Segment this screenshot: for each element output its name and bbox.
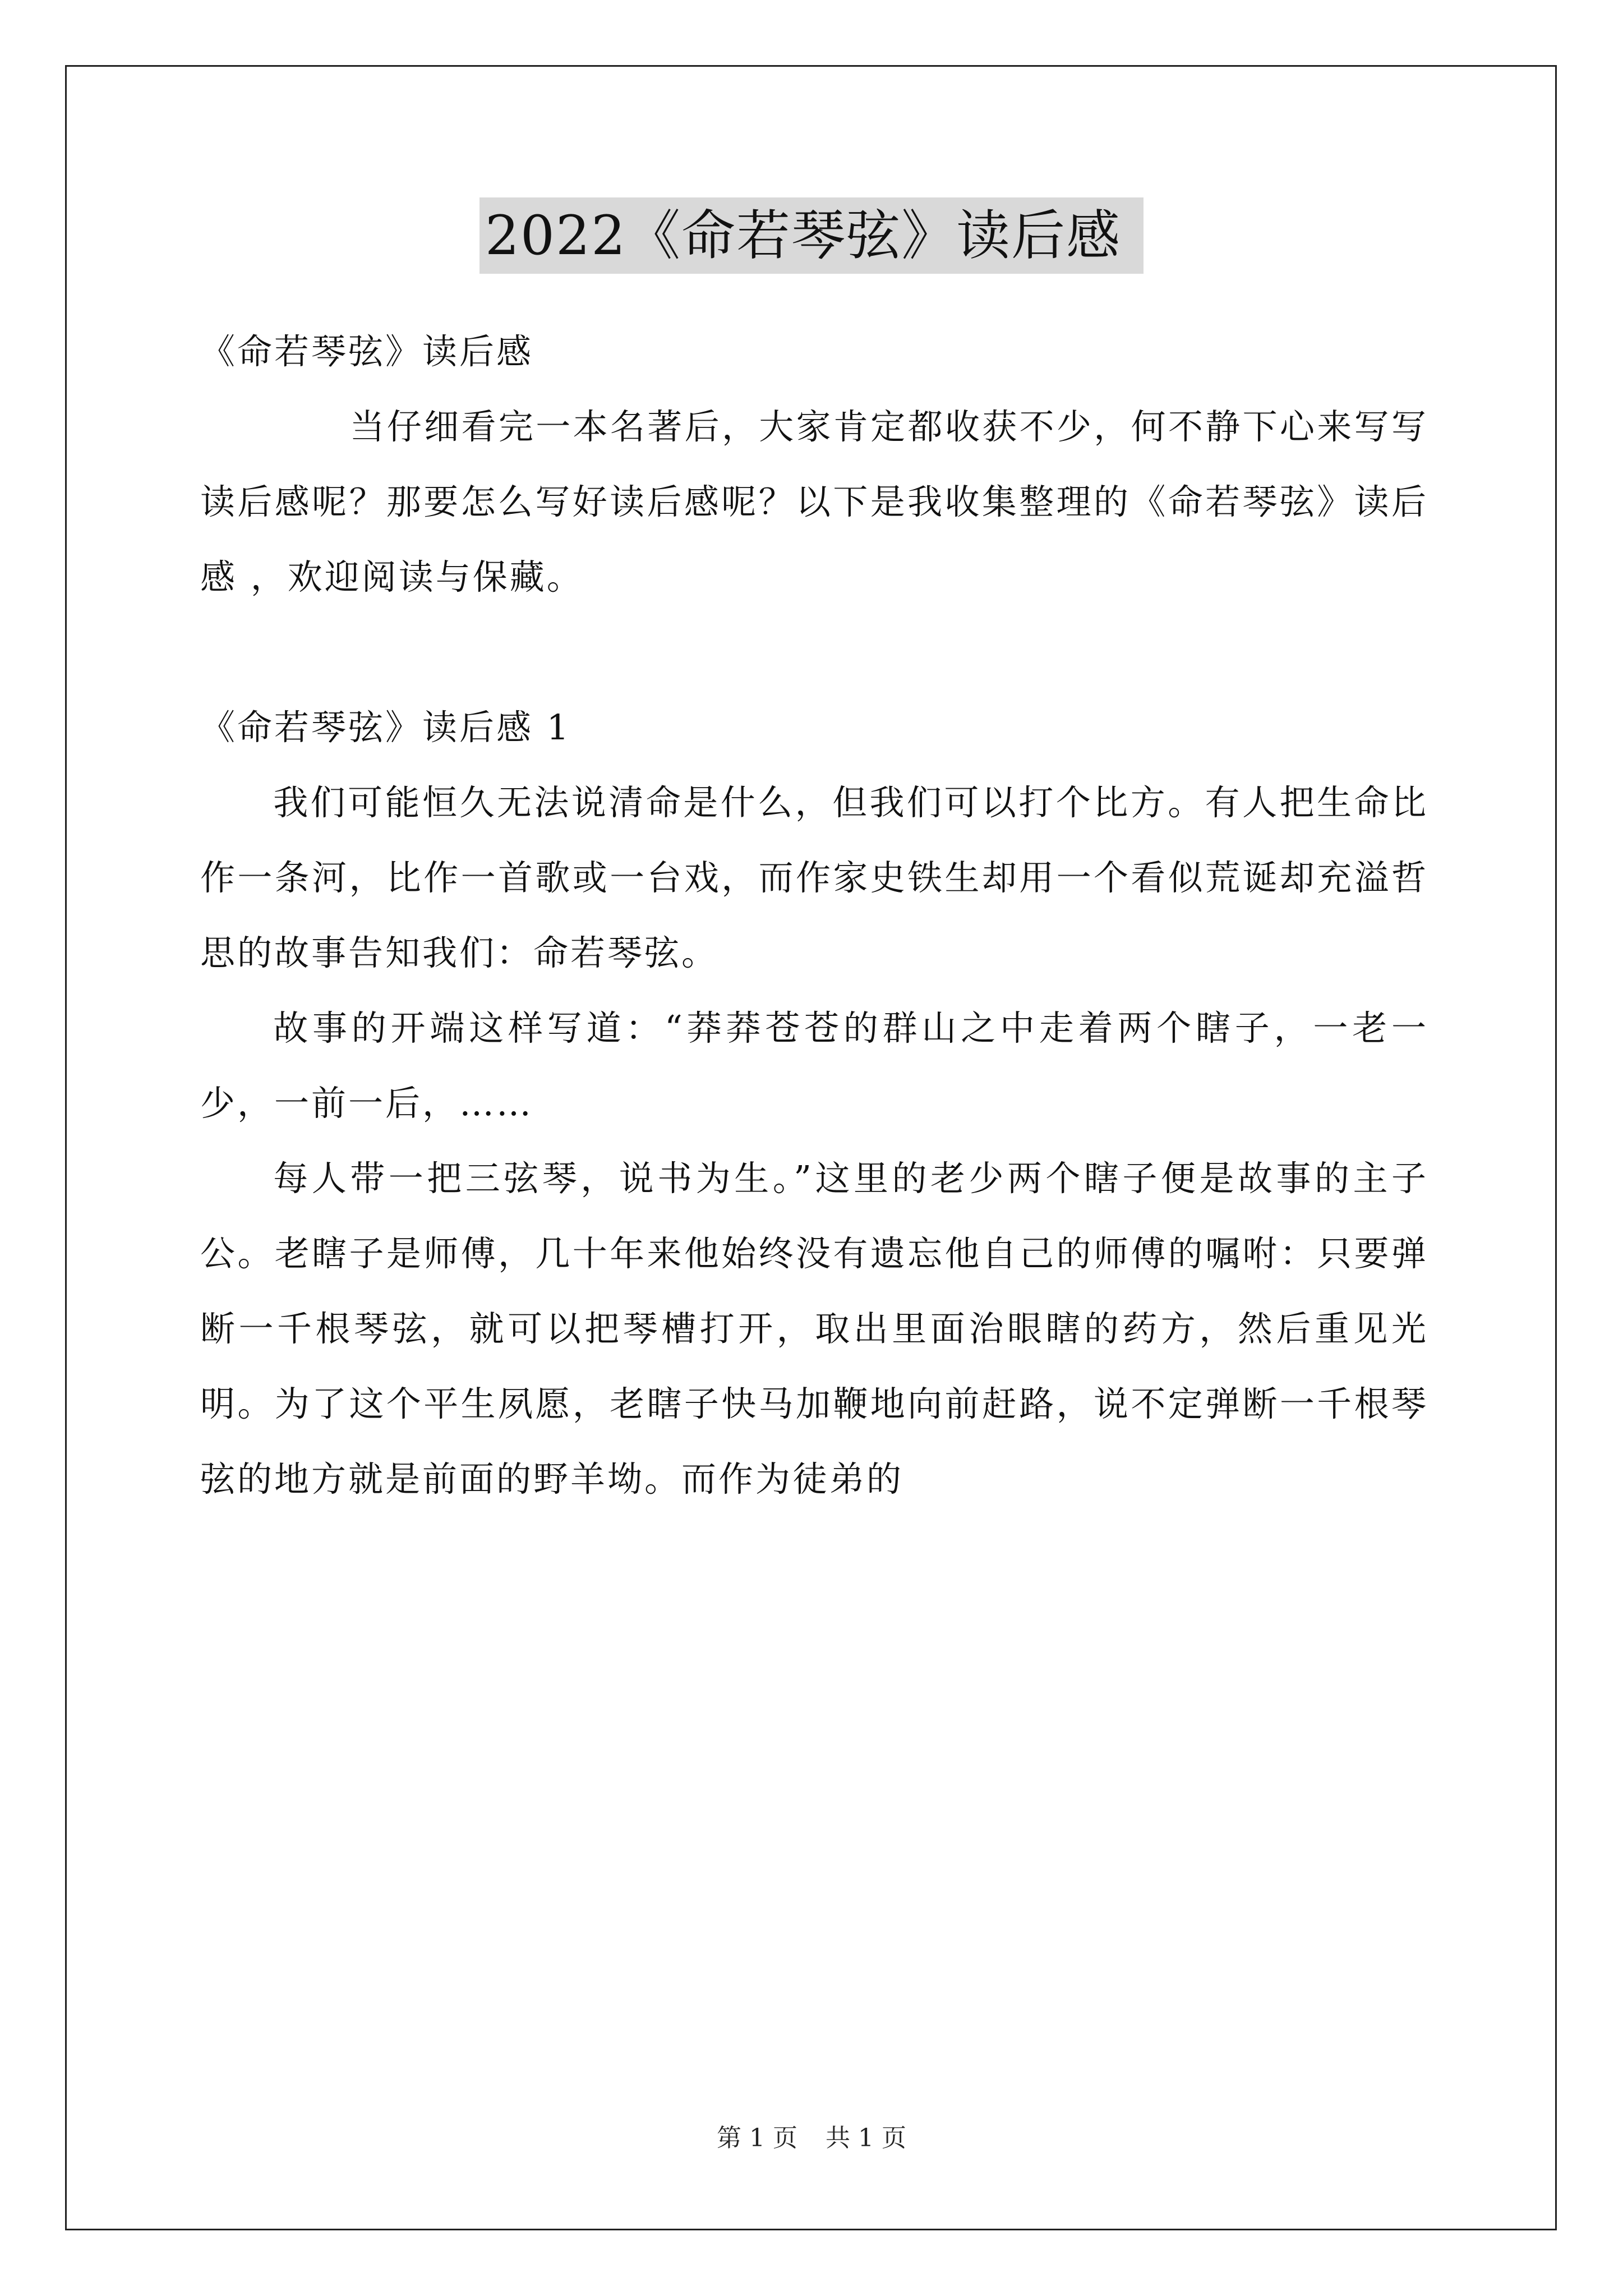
document-body	[200, 314, 1428, 1517]
section-heading: 《命若琴弦》读后感 1	[200, 707, 571, 748]
document-subtitle: 《命若琴弦》读后感	[200, 331, 534, 372]
document-title: 2022《命若琴弦》读后感	[479, 197, 1144, 274]
page-total: 共 1 页	[826, 2124, 906, 2152]
intro-paragraph: 当仔细看完一本名著后，大家肯定都收获不少，何不静下心来写写读后感呢？那要怎么写好读后感呢？以下是我收集整理的《命若琴弦》读后感 ，欢迎阅读与保藏。	[200, 406, 1428, 597]
page-number: 第 1 页	[717, 2124, 797, 2152]
body-paragraph-3: 每人带一把三弦琴，说书为生。”这里的老少两个瞎子便是故事的主子公。老瞎子是师傅，几十年来他始终没有遗忘他自己的师傅的嘱咐：只要弹断一千根琴弦，就可以把琴槽打开，取出里面治眼瞎的药方，然后重见光明。为了这个平生夙愿，老瞎子快马加鞭地向前赶路，说不定弹断一千根琴弦的地方就是前面的野羊坳。而作为徒弟的	[200, 1158, 1428, 1499]
body-paragraph-2: 故事的开端这样写道：“莽莽苍苍的群山之中走着两个瞎子，一老一少，一前一后，……	[200, 1007, 1428, 1124]
document-title-container	[0, 197, 1623, 274]
page-footer	[0, 2118, 1623, 2154]
body-paragraph-1: 我们可能恒久无法说清命是什么，但我们可以打个比方。有人把生命比作一条河，比作一首歌或一台戏，而作家史铁生却用一个看似荒诞却充溢哲思的故事告知我们：命若琴弦。	[200, 782, 1428, 973]
section-spacer	[200, 615, 1428, 690]
